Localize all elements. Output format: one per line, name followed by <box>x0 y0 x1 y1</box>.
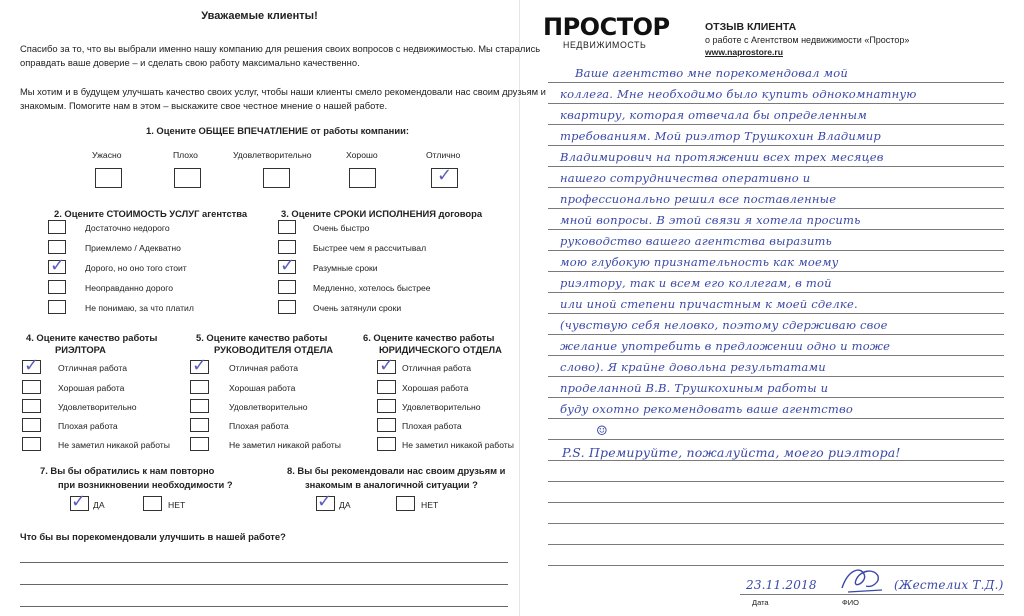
check-mark-icon: ✓ <box>50 255 66 276</box>
website[interactable]: www.naprostore.ru <box>705 47 783 57</box>
answer-line[interactable] <box>20 606 508 607</box>
q7-no-label: НЕТ <box>168 500 186 510</box>
ruled-line <box>548 292 1004 293</box>
brand-logo <box>543 14 670 50</box>
q1-checkbox-good[interactable] <box>349 168 376 188</box>
q6-checkbox[interactable] <box>377 418 396 432</box>
q1-checkbox-satisfactory[interactable] <box>263 168 290 188</box>
q3-checkbox[interactable] <box>278 240 296 254</box>
q2-checkbox[interactable] <box>48 300 66 314</box>
ruled-line <box>548 250 1004 251</box>
review-line: квартиру, которая отвечала бы определенным <box>560 108 867 122</box>
review-line: проделанной В.В. Трушкохиным работы и <box>560 381 829 395</box>
ruled-line <box>548 124 1004 125</box>
q5-checkbox[interactable] <box>190 437 209 451</box>
logo-subtitle: НЕДВИЖИМОСТЬ <box>563 40 647 50</box>
review-line: коллега. Мне необходимо было купить однокомнатную <box>560 87 917 101</box>
intro-line-2: оправдать ваше доверие – и сделать свою работу максимально качественно. <box>20 57 360 68</box>
review-line: нашего сотрудничества оперативно и <box>560 171 811 185</box>
form-subtitle: о работе с Агентством недвижимости «Простор» <box>705 35 910 45</box>
q4-title-sub: РИЭЛТОРА <box>55 344 106 355</box>
ruled-line <box>548 544 1004 545</box>
q6-checkbox[interactable] <box>377 437 396 451</box>
q5-option-label: Отличная работа <box>229 363 298 373</box>
ruled-line <box>548 103 1004 104</box>
ruled-line <box>548 460 1004 461</box>
q8-no-label: НЕТ <box>421 500 439 510</box>
ruled-line <box>548 82 1004 83</box>
ruled-line <box>548 502 1004 503</box>
review-line: слово). Я крайне довольна результатами <box>560 360 826 374</box>
date-label: Дата <box>752 598 769 607</box>
review-line: или иной степени причастным к моей сделке. <box>560 297 858 311</box>
intro2-line-1: Мы хотим и в будущем улучшать качество своих услуг, чтобы наши клиенты смело рекомендовали нас своим друзьям и <box>20 86 546 97</box>
review-line: профессионально решил все поставленные <box>560 192 837 206</box>
answer-line[interactable] <box>20 584 508 585</box>
q6-checkbox[interactable] <box>377 399 396 413</box>
form-title: ОТЗЫВ КЛИЕНТА <box>705 21 797 33</box>
q6-title: 6. Оцените качество работы <box>363 332 495 343</box>
signature-name: (Жестелих Т.Д.) <box>894 578 1004 592</box>
ruled-line <box>548 355 1004 356</box>
q8-title-sub: знакомым в аналогичной ситуации ? <box>305 479 478 490</box>
ruled-line <box>548 208 1004 209</box>
q1-title: 1. Оцените ОБЩЕЕ ВПЕЧАТЛЕНИЕ от работы компании: <box>146 125 409 136</box>
q3-option-label: Очень быстро <box>313 223 370 233</box>
q8-yes-label: ДА <box>339 500 351 510</box>
q4-checkbox[interactable] <box>22 399 41 413</box>
ruled-line <box>548 334 1004 335</box>
q5-option-label: Удовлетворительно <box>229 402 308 412</box>
q3-option-label: Быстрее чем я рассчитывал <box>313 243 427 253</box>
q6-checkbox[interactable] <box>377 380 396 394</box>
q2-option-label: Достаточно недорого <box>85 223 170 233</box>
q7-checkbox-no[interactable] <box>143 496 162 511</box>
q4-option-label: Хорошая работа <box>58 383 125 393</box>
q5-title: 5. Оцените качество работы <box>196 332 328 343</box>
q7-title: 7. Вы бы обратились к нам повторно <box>40 465 215 476</box>
q1-option-label: Ужасно <box>92 150 122 160</box>
q5-checkbox[interactable] <box>190 399 209 413</box>
q2-title: 2. Оцените СТОИМОСТЬ УСЛУГ агентства <box>54 208 248 219</box>
q9-title: Что бы вы порекомендовали улучшить в нашей работе? <box>20 531 286 542</box>
q8-checkbox-no[interactable] <box>396 496 415 511</box>
name-label: ФИО <box>842 598 859 607</box>
review-line: (чувствую себя неловко, поэтому сдерживаю свое <box>560 318 888 332</box>
review-line: желание употребить в предложении одно и тоже <box>560 339 891 353</box>
q6-title-sub: ЮРИДИЧЕСКОГО ОТДЕЛА <box>379 344 502 355</box>
q4-option-label: Не заметил никакой работы <box>58 440 170 450</box>
intro-line-1: Спасибо за то, что вы выбрали именно нашу компанию для решения своих вопросов с недвижимостью. Мы старались <box>20 43 541 54</box>
q5-option-label: Плохая работа <box>229 421 289 431</box>
review-line: мной вопросы. В этой связи я хотела просить <box>560 213 861 227</box>
q2-checkbox[interactable] <box>48 280 66 294</box>
q5-checkbox[interactable] <box>190 380 209 394</box>
q3-option-label: Разумные сроки <box>313 263 378 273</box>
q2-checkbox[interactable] <box>48 220 66 234</box>
q1-checkbox-terrible[interactable] <box>95 168 122 188</box>
q6-option-label: Удовлетворительно <box>402 402 481 412</box>
review-line: риэлтору, так и всем его коллегам, в той <box>560 276 832 290</box>
q1-option-label: Отлично <box>426 150 461 160</box>
check-mark-icon: ✓ <box>437 165 453 186</box>
intro2-line-2: знакомым. Помогите нам в этом – выскажите свое честное мнение о нашей работе. <box>20 100 388 111</box>
date-value: 23.11.2018 <box>746 578 817 592</box>
check-mark-icon: ✓ <box>71 491 87 512</box>
q3-title: 3. Оцените СРОКИ ИСПОЛНЕНИЯ договора <box>281 208 483 219</box>
q2-option-label: Дорого, но оно того стоит <box>85 263 187 273</box>
ruled-line <box>548 439 1004 440</box>
q2-option-label: Неоправданно дорого <box>85 283 173 293</box>
q5-title-sub: РУКОВОДИТЕЛЯ ОТДЕЛА <box>214 344 334 355</box>
ruled-line <box>548 313 1004 314</box>
greeting: Уважаемые клиенты! <box>201 10 318 22</box>
logo-text: ПРОСТОР <box>543 13 670 41</box>
ruled-line <box>548 271 1004 272</box>
answer-line[interactable] <box>20 562 508 563</box>
q4-option-label: Отличная работа <box>58 363 127 373</box>
q6-option-label: Отличная работа <box>402 363 471 373</box>
q3-option-label: Медленно, хотелось быстрее <box>313 283 431 293</box>
q5-option-label: Хорошая работа <box>229 383 296 393</box>
review-line: Ваше агентство мне порекомендовал мой <box>575 66 849 80</box>
ruled-line <box>548 481 1004 482</box>
q1-option-label: Хорошо <box>346 150 378 160</box>
q2-option-label: Не понимаю, за что платил <box>85 303 194 313</box>
ruled-line <box>548 166 1004 167</box>
ruled-line <box>548 397 1004 398</box>
ruled-line <box>548 565 1004 566</box>
q3-checkbox[interactable] <box>278 280 296 294</box>
q4-checkbox[interactable] <box>22 380 41 394</box>
q1-checkbox-poor[interactable] <box>174 168 201 188</box>
q8-title: 8. Вы бы рекомендовали нас своим друзьям и <box>287 465 506 476</box>
signature-icon <box>838 562 888 596</box>
review-line: Владимирович на протяжении всех трех месяцев <box>560 150 884 164</box>
check-mark-icon: ✓ <box>317 491 333 512</box>
ruled-line <box>548 523 1004 524</box>
review-ps: P.S. Премируйте, пожалуйста, моего риэлтора! <box>562 445 901 460</box>
smiley-icon: ☺ <box>596 424 608 439</box>
q4-checkbox[interactable] <box>22 418 41 432</box>
ruled-line <box>548 376 1004 377</box>
review-line: мою глубокую признательность как моему <box>560 255 839 269</box>
q4-title: 4. Оцените качество работы <box>26 332 158 343</box>
q5-checkbox[interactable] <box>190 418 209 432</box>
q1-option-label: Плохо <box>173 150 198 160</box>
q3-checkbox[interactable] <box>278 220 296 234</box>
q7-yes-label: ДА <box>93 500 105 510</box>
ruled-line <box>548 145 1004 146</box>
ruled-line <box>548 418 1004 419</box>
ruled-line <box>548 229 1004 230</box>
q6-option-label: Не заметил никакой работы <box>402 440 514 450</box>
q6-option-label: Хорошая работа <box>402 383 469 393</box>
check-mark-icon: ✓ <box>192 355 208 376</box>
review-line: требованиям. Мой риэлтор Трушкохин Владимир <box>560 129 881 143</box>
q4-option-label: Удовлетворительно <box>58 402 137 412</box>
q1-option-label: Удовлетворительно <box>233 150 312 160</box>
q6-option-label: Плохая работа <box>402 421 462 431</box>
check-mark-icon: ✓ <box>379 355 395 376</box>
q3-option-label: Очень затянули сроки <box>313 303 402 313</box>
review-line: руководство вашего агентства выразить <box>560 234 833 248</box>
q5-option-label: Не заметил никакой работы <box>229 440 341 450</box>
q2-checkbox[interactable] <box>48 240 66 254</box>
q3-checkbox[interactable] <box>278 300 296 314</box>
check-mark-icon: ✓ <box>24 355 40 376</box>
check-mark-icon: ✓ <box>280 255 296 276</box>
ruled-line <box>548 187 1004 188</box>
q4-checkbox[interactable] <box>22 437 41 451</box>
review-line: буду охотно рекомендовать ваше агентство <box>560 402 853 416</box>
q4-option-label: Плохая работа <box>58 421 118 431</box>
q2-option-label: Приемлемо / Адекватно <box>85 243 181 253</box>
q7-title-sub: при возникновении необходимости ? <box>58 479 233 490</box>
